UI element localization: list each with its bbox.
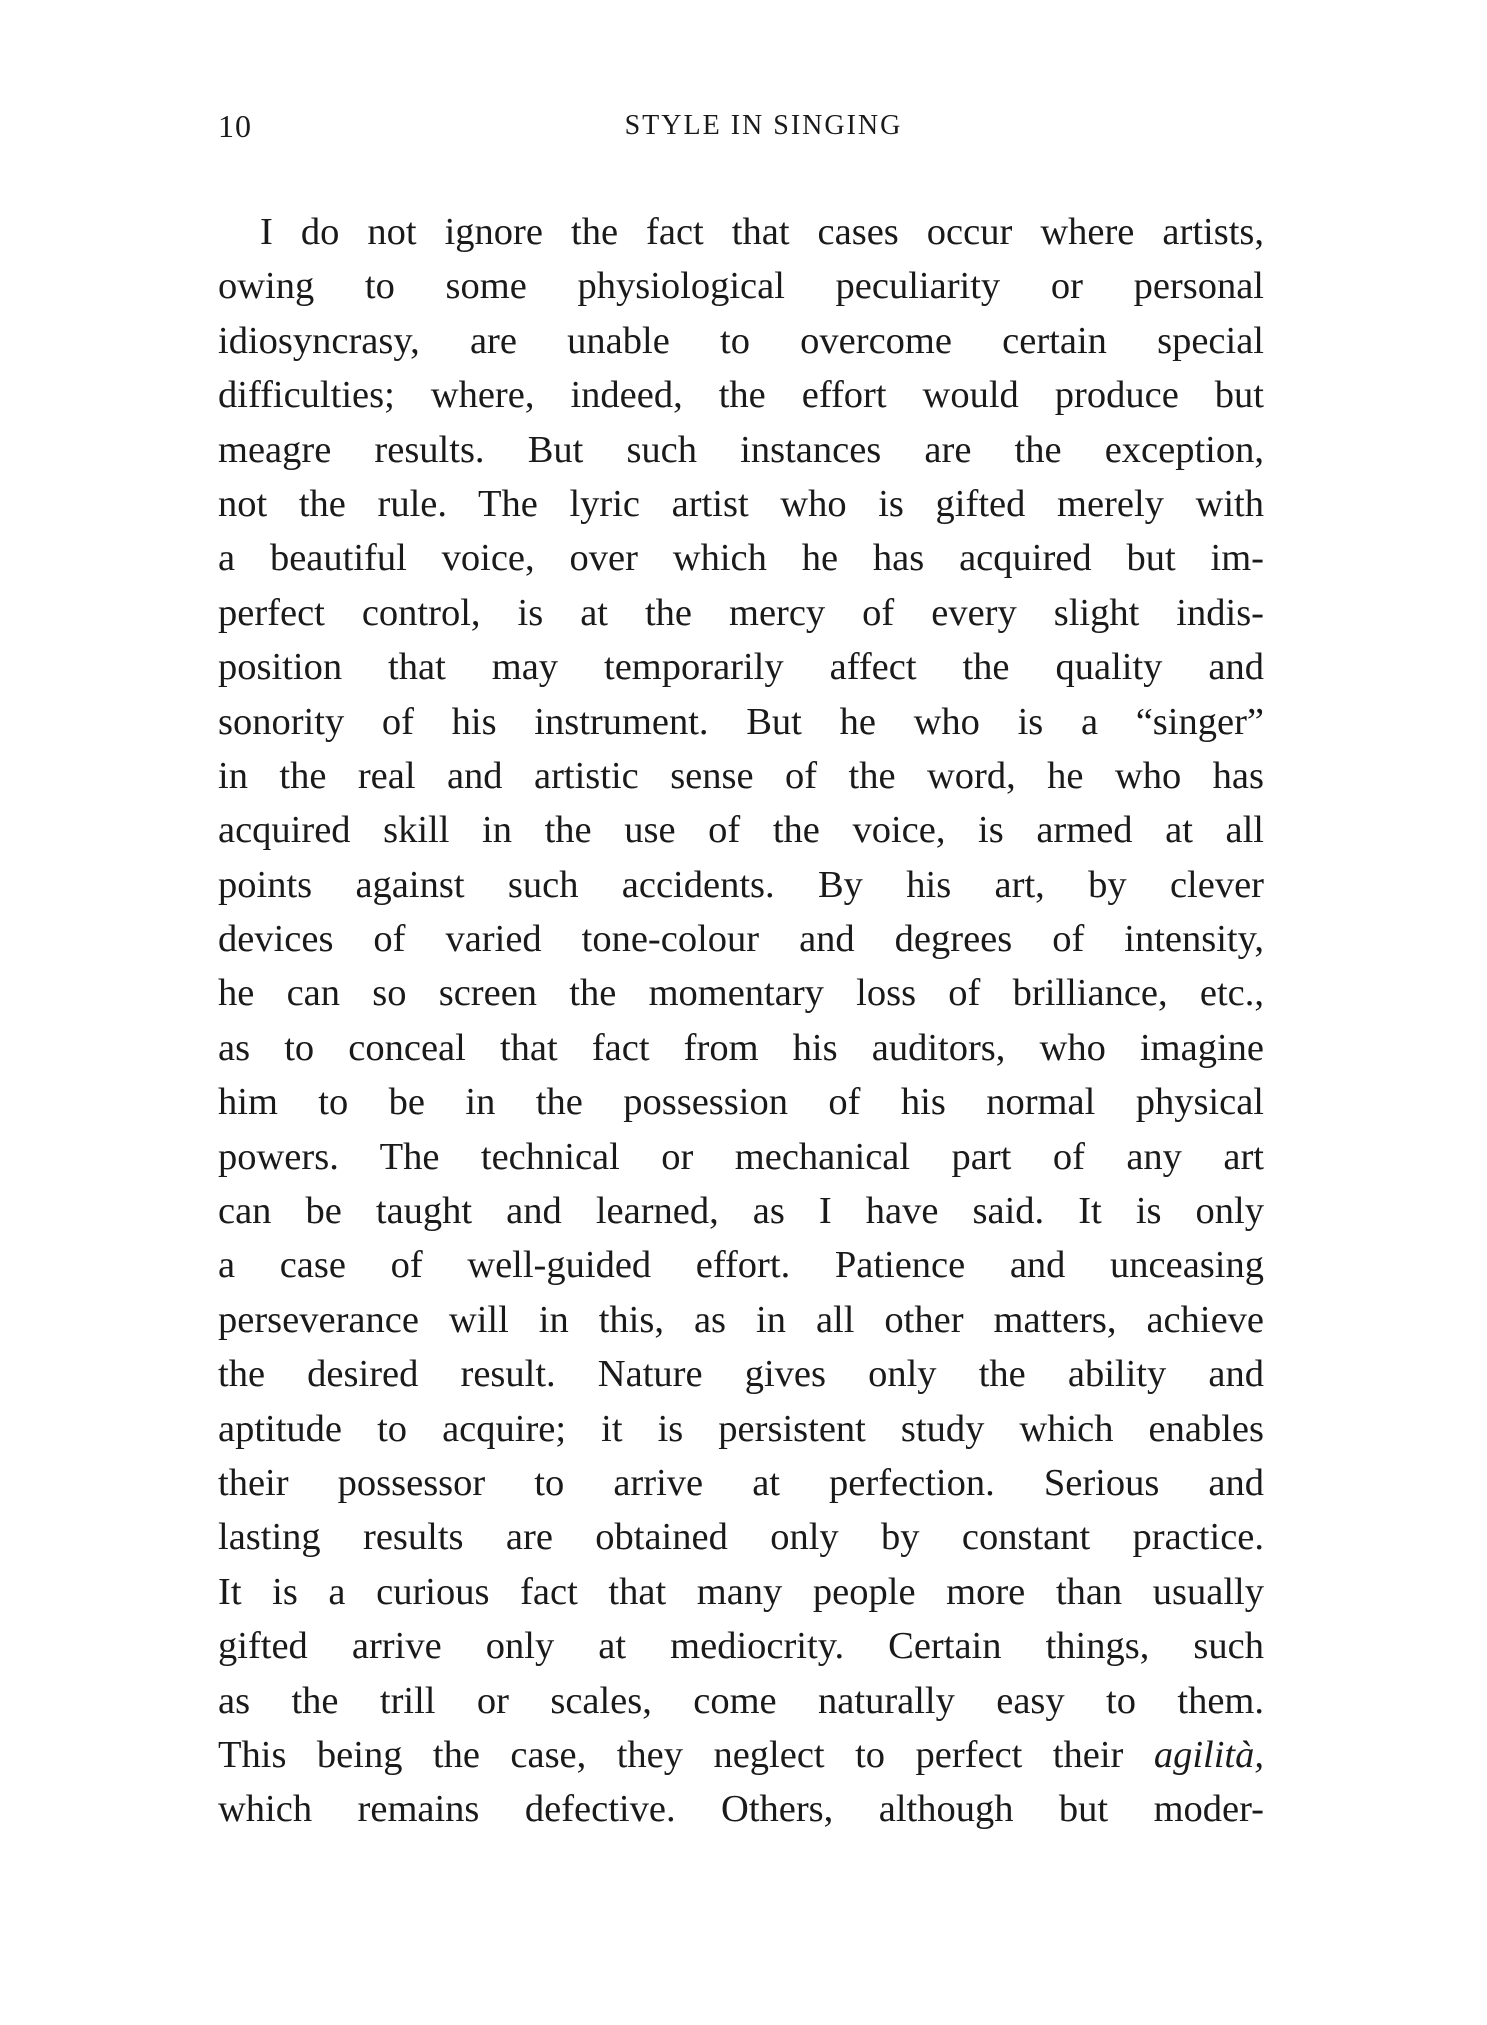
- text-line: their possessor to arrive at perfection. Serious and: [218, 1461, 1264, 1504]
- text-line: can be taught and learned, as I have said. It is only: [218, 1190, 1264, 1233]
- text-line: a case of well-guided effort. Patience and unceasing: [218, 1244, 1264, 1287]
- text-line: sonority of his instrument. But he who is a “singer”: [218, 700, 1264, 743]
- text-line: the desired result. Nature gives only the ability and: [218, 1353, 1264, 1396]
- text-line: gifted arrive only at mediocrity. Certain things, such: [218, 1625, 1264, 1668]
- text-line: position that may temporarily affect the quality and: [218, 646, 1264, 689]
- text-line: a beautiful voice, over which he has acquired but im-: [218, 537, 1264, 580]
- page-number: 10: [218, 108, 252, 144]
- text-line: in the real and artistic sense of the word, he who has: [218, 754, 1264, 797]
- running-head: [0, 110, 1487, 142]
- text-line-with-italic: [218, 1728, 1264, 1782]
- text-line: points against such accidents. By his art, by clever: [218, 863, 1264, 906]
- text-line: owing to some physiological peculiarity or personal: [218, 265, 1264, 308]
- text-line: acquired skill in the use of the voice, is armed at all: [218, 809, 1264, 852]
- text-line: perfect control, is at the mercy of every slight indis-: [218, 591, 1264, 634]
- text-line: aptitude to acquire; it is persistent study which enables: [218, 1407, 1264, 1450]
- text-line: lasting results are obtained only by constant practice.: [218, 1516, 1264, 1559]
- running-title: STYLE IN SINGING: [624, 110, 903, 141]
- text-line: not the rule. The lyric artist who is gifted merely with: [218, 482, 1264, 525]
- text-line: I do not ignore the fact that cases occur where artists,: [260, 211, 1264, 253]
- text-line: powers. The technical or mechanical part of any art: [218, 1135, 1264, 1178]
- text-line: difficulties; where, indeed, the effort would produce but: [218, 374, 1264, 417]
- text-line: as the trill or scales, come naturally easy to them.: [218, 1679, 1264, 1722]
- body-paragraph: [218, 205, 1264, 1837]
- text-line: meagre results. But such instances are the exception,: [218, 428, 1264, 471]
- text-line: which remains defective. Others, although but moder-: [218, 1788, 1264, 1831]
- italic-term: agilità,: [1153, 1733, 1265, 1776]
- text-line: devices of varied tone-colour and degrees of intensity,: [218, 918, 1264, 961]
- text-line: It is a curious fact that many people more than usually: [218, 1570, 1264, 1613]
- text-line: idiosyncrasy, are unable to overcome certain special: [218, 319, 1264, 362]
- text-line-segment: This being the case, they neglect to perfect their: [218, 1733, 1124, 1776]
- text-line: him to be in the possession of his normal physical: [218, 1081, 1264, 1124]
- text-line: he can so screen the momentary loss of brilliance, etc.,: [218, 972, 1264, 1015]
- text-line: perseverance will in this, as in all other matters, achieve: [218, 1298, 1264, 1341]
- text-line: as to conceal that fact from his auditors, who imagine: [218, 1026, 1264, 1069]
